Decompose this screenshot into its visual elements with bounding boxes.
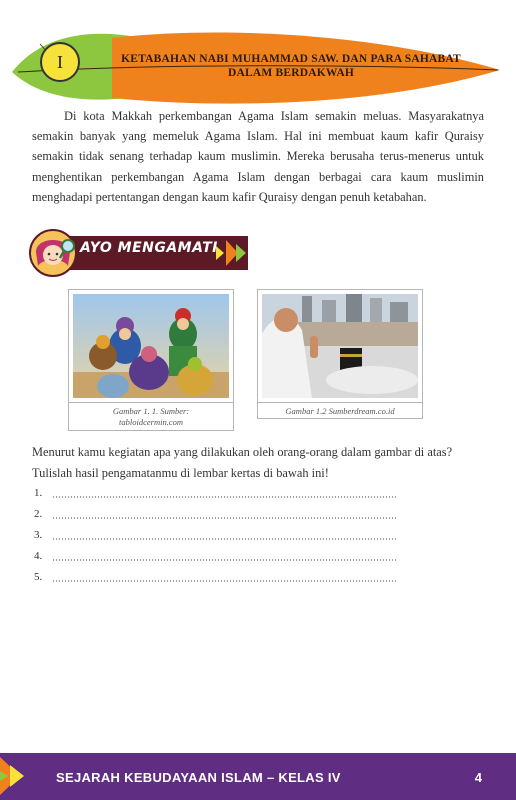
triangle-decor-icon (0, 753, 40, 800)
dotted-line (52, 580, 396, 582)
answer-line-3 (34, 529, 396, 543)
figure-2 (257, 289, 423, 419)
observe-label: AYO MENGAMATI (80, 240, 218, 256)
figure-2-caption: Gambar 1.2 Sumberdream.co.id (258, 402, 422, 417)
figure-1-caption-line1: Gambar 1. 1. Sumber: (112, 406, 190, 416)
dotted-line (52, 517, 396, 519)
figure-1 (68, 289, 234, 431)
answer-number: 2. (34, 508, 43, 520)
footer-title: SEJARAH KEBUDAYAAN ISLAM – KELAS IV (56, 770, 341, 785)
chapter-number-badge: I (40, 42, 80, 82)
answer-number: 1. (34, 487, 43, 499)
answer-line-2 (34, 508, 396, 522)
illustration-image (73, 294, 229, 398)
dotted-line (52, 538, 396, 540)
figure-1-caption (69, 402, 233, 428)
figure-1-caption-line2: tabloidcermin.com (119, 417, 183, 427)
photo-image (262, 294, 418, 398)
answer-line-5 (34, 571, 396, 585)
answer-line-1 (34, 487, 396, 501)
question-text: Menurut kamu kegiatan apa yang dilakukan oleh orang-orang dalam gambar di atas? (32, 445, 453, 459)
instruction-text: Tulislah hasil pengamatanmu di lembar kertas di bawah ini! (32, 466, 329, 480)
dotted-line (52, 496, 396, 498)
girl-with-magnifier-icon (28, 228, 80, 278)
intro-paragraph: Di kota Makkah perkembangan Agama Islam semakin meluas. Masyarakatnya semakin banyak yang memeluk Agama Islam. Hal ini membuat kaum kafir Quraisy semakin tidak senang terhadap kaum muslimin. Mereka berusaha terus-menerus untuk menghentikan perkembangan Agama Islam dengan berbagai cara kaum muslimin menghadapi pertentangan dengan kaum kafir Quraisy dengan penuh ketabahan. (32, 109, 484, 204)
answer-number: 3. (34, 529, 43, 541)
answer-line-4 (34, 550, 396, 564)
page-footer (0, 753, 516, 800)
dotted-line (52, 559, 396, 561)
chapter-title: KETABAHAN NABI MUHAMMAD SAW. DAN PARA SAHABAT DALAM BERDAKWAH (121, 53, 461, 79)
answer-number: 5. (34, 571, 43, 583)
answer-number: 4. (34, 550, 43, 562)
page-number: 4 (474, 770, 482, 785)
observe-badge (28, 228, 250, 278)
